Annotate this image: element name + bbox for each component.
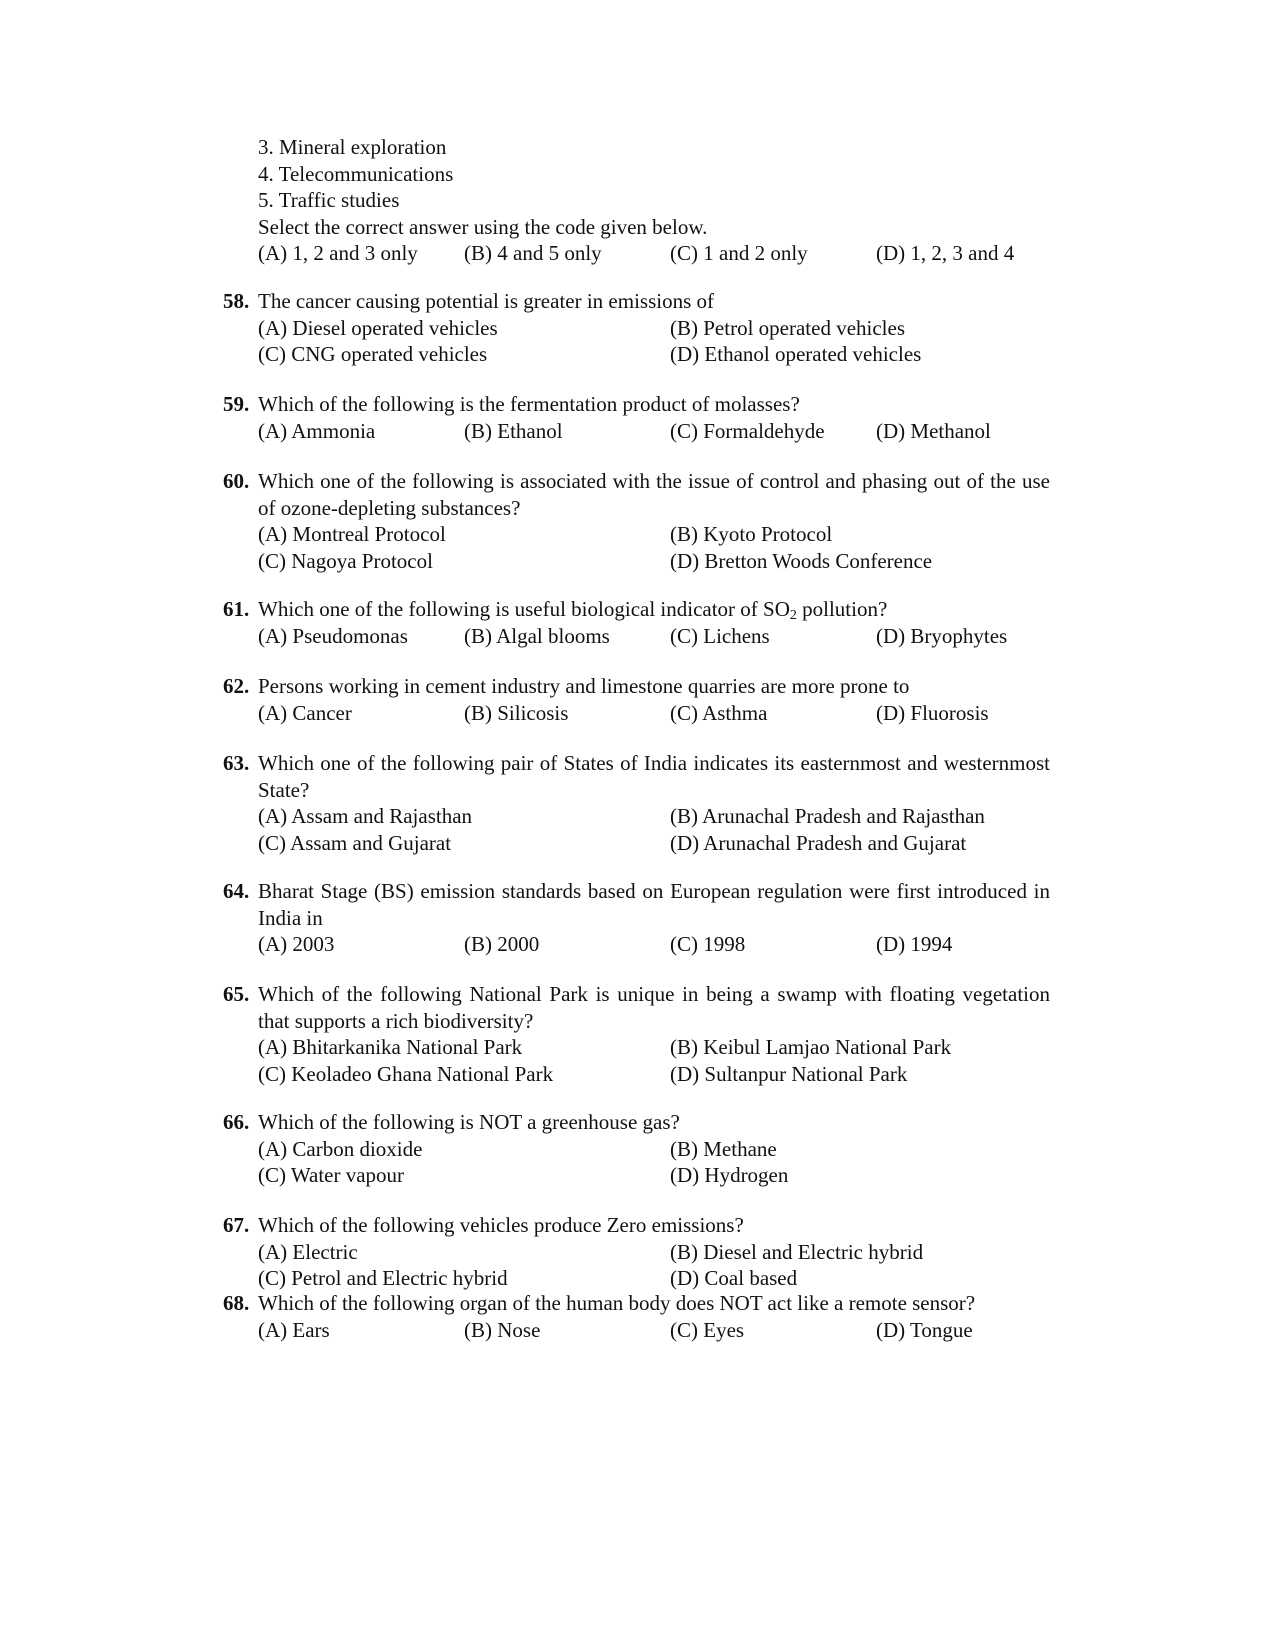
question-text: Which of the following is NOT a greenhouse gas? — [258, 1110, 680, 1134]
option-a: (A) 1, 2 and 3 only — [258, 241, 418, 265]
option-b: (B) Petrol operated vehicles — [670, 315, 905, 340]
option-c: (C) Petrol and Electric hybrid — [258, 1266, 508, 1290]
option-a: (A) Montreal Protocol — [258, 522, 446, 546]
option-b: (B) 2000 — [464, 932, 540, 956]
question-number: 59. — [223, 392, 250, 416]
option-b: (B) 4 and 5 only — [464, 241, 602, 265]
question-text: Which one of the following is associated with the issue of control and phasing out of the use of ozone-depleting substances? — [258, 469, 1050, 520]
option-b: (B) Methane — [670, 1136, 777, 1161]
option-c: (C) Eyes — [670, 1317, 745, 1342]
option-d: (D) 1, 2, 3 and 4 — [876, 241, 1015, 265]
option-c: (C) Keoladeo Ghana National Park — [258, 1061, 554, 1086]
question-text: Which one of the following pair of States of India indicates its easternmost and westernmost State? — [258, 751, 1050, 802]
option-d: (D) 1994 — [876, 932, 953, 956]
question-number: 60. — [223, 469, 250, 493]
option-b: (B) Arunachal Pradesh and Rajasthan — [670, 804, 985, 828]
option-d: (D) Sultanpur National Park — [670, 1061, 908, 1086]
option-d: (D) Tongue — [876, 1317, 973, 1342]
question-number: 67. — [223, 1213, 250, 1237]
question-number: 62. — [223, 674, 250, 698]
option-a: (A) Ears — [258, 1317, 330, 1342]
question-66 — [223, 1109, 1050, 1189]
option-c: (C) Water vapour — [258, 1163, 405, 1187]
option-b: (B) Silicosis — [464, 700, 569, 725]
question-58 — [223, 288, 1050, 368]
question-number: 63. — [223, 751, 250, 775]
option-c: (C) Asthma — [670, 700, 768, 725]
question-text: Which of the following vehicles produce Zero emissions? — [258, 1213, 744, 1237]
option-c: (C) Lichens — [670, 623, 770, 648]
question-text: Which of the following National Park is unique in being a swamp with floating vegetation that supports a rich biodiversity? — [258, 982, 1050, 1033]
question-61 — [223, 596, 1050, 649]
option-c: (C) Nagoya Protocol — [258, 548, 433, 573]
question-text: Bharat Stage (BS) emission standards based on European regulation were first introduced in India in — [258, 879, 1050, 930]
question-text-part: Which one of the following is useful biological indicator of SO — [258, 597, 790, 621]
option-b: (B) Nose — [464, 1317, 541, 1342]
option-c: (C) 1 and 2 only — [670, 241, 808, 265]
question-64 — [223, 878, 1050, 958]
option-a: (A) Diesel operated vehicles — [258, 315, 498, 340]
option-a: (A) Bhitarkanika National Park — [258, 1035, 523, 1059]
option-d: (D) Hydrogen — [670, 1163, 789, 1187]
option-a: (A) Cancer — [258, 700, 352, 725]
instruction-text: Select the correct answer using the code given below. — [258, 214, 708, 239]
option-d: (D) Ethanol operated vehicles — [670, 342, 922, 366]
option-a: (A) Carbon dioxide — [258, 1136, 423, 1161]
subscript: 2 — [789, 608, 797, 623]
question-number: 65. — [223, 982, 250, 1006]
option-a: (A) Ammonia — [258, 418, 376, 443]
option-b: (B) Keibul Lamjao National Park — [670, 1035, 952, 1059]
question-63 — [223, 750, 1050, 856]
option-a: (A) Pseudomonas — [258, 623, 408, 648]
question-text: Which of the following organ of the human body does NOT act like a remote sensor? — [258, 1291, 976, 1315]
option-c: (C) CNG operated vehicles — [258, 342, 488, 366]
list-item: 5. Traffic studies — [258, 188, 400, 212]
question-60 — [223, 468, 1050, 574]
question-number: 61. — [223, 597, 250, 621]
question-text-part: pollution? — [796, 597, 888, 621]
list-item: 4. Telecommunications — [258, 161, 454, 186]
question-62 — [223, 673, 1050, 726]
question-65 — [223, 981, 1050, 1087]
question-text: Persons working in cement industry and limestone quarries are more prone to — [258, 674, 910, 698]
option-b: (B) Kyoto Protocol — [670, 522, 833, 546]
question-text: Which of the following is the fermentation product of molasses? — [258, 392, 800, 416]
question-57-continuation — [223, 134, 1085, 267]
question-number: 66. — [223, 1110, 250, 1134]
question-67 — [223, 1212, 1050, 1292]
option-d: (D) Arunachal Pradesh and Gujarat — [670, 830, 967, 855]
option-a: (A) 2003 — [258, 932, 335, 956]
question-number: 64. — [223, 879, 250, 903]
option-d: (D) Coal based — [670, 1266, 798, 1290]
question-59 — [223, 391, 1050, 444]
option-c: (C) Formaldehyde — [670, 418, 825, 443]
question-text: The cancer causing potential is greater in emissions of — [258, 289, 715, 313]
option-d: (D) Bryophytes — [876, 623, 1008, 648]
option-b: (B) Algal blooms — [464, 623, 610, 648]
question-68 — [223, 1290, 1050, 1343]
option-c: (C) 1998 — [670, 932, 746, 956]
option-d: (D) Methanol — [876, 418, 991, 443]
option-a: (A) Assam and Rajasthan — [258, 804, 473, 828]
list-item: 3. Mineral exploration — [258, 135, 447, 159]
option-b: (B) Diesel and Electric hybrid — [670, 1239, 924, 1264]
question-text — [258, 596, 1050, 623]
question-number: 68. — [223, 1291, 250, 1315]
option-c: (C) Assam and Gujarat — [258, 830, 452, 855]
option-d: (D) Fluorosis — [876, 700, 989, 725]
options-row — [258, 240, 1085, 267]
option-a: (A) Electric — [258, 1239, 358, 1264]
option-d: (D) Bretton Woods Conference — [670, 548, 933, 573]
option-b: (B) Ethanol — [464, 418, 563, 443]
question-number: 58. — [223, 289, 250, 313]
